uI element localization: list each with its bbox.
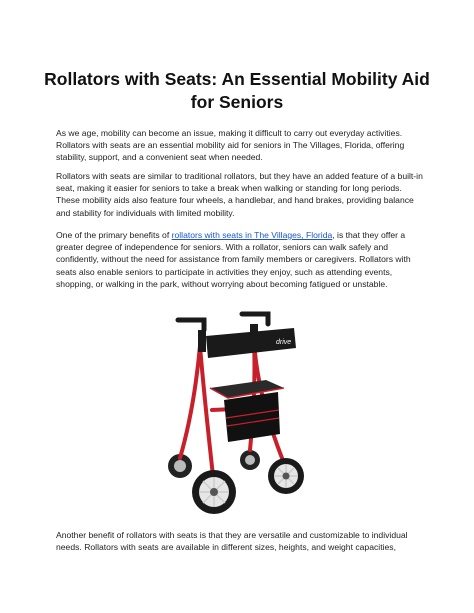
- right-handle: [242, 314, 268, 324]
- rollator-image: [146, 300, 306, 522]
- paragraph-benefits-start: One of the primary benefits of: [56, 230, 172, 240]
- paragraph-features: Rollators with seats are similar to traditional rollators, but they have an added feature of a built-in seat, making it easier for seniors to take a break when walking or standing for long periods. These mobility aids also feature four wheels, a handlebar, and hand brakes, providing balance and stability for individuals with limited mobility.: [56, 171, 423, 218]
- title-line-2: for Seniors: [190, 92, 284, 112]
- paragraph-versatility: Another benefit of rollators with seats is that they are versatile and customizable to individual needs. Rollators with seats are available in different sizes, heights, and weight capacities,: [56, 530, 408, 553]
- paragraph-benefits-end: , is that they offer a greater degree of independence for seniors. With a rollator, seniors can walk safely and confidently, without the need for assistance from family members or caregivers. Rollators with seats also enable seniors to participate in activities they enjoy, such as attending events, shopping, or walking in the park, without worrying about becoming fatigued or unstable.: [56, 230, 411, 289]
- paragraph-benefits: [56, 229, 426, 290]
- left-handle: [178, 320, 204, 330]
- rollators-link[interactable]: rollators with seats in The Villages, Florida: [171, 230, 333, 240]
- document-title: [40, 68, 434, 114]
- brand-logo: drive: [276, 339, 292, 346]
- title-line-1: Rollators with Seats: An Essential Mobility Aid: [44, 69, 430, 89]
- paragraph-intro: As we age, mobility can become an issue, making it difficult to carry out everyday activities. Rollators with seats are an essential mobility aid for seniors in The Villages, Florida, offering stability, support, and a convenient seat when needed.: [56, 128, 405, 163]
